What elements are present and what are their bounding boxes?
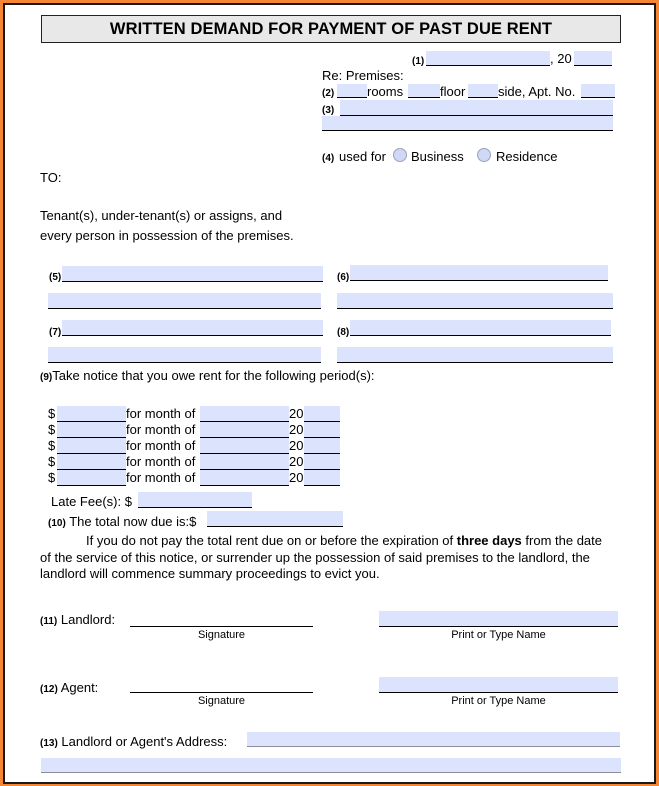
landlord-name-caption: Print or Type Name	[451, 629, 546, 641]
year-prefix: , 20	[550, 51, 572, 66]
rent-amount-field[interactable]	[57, 406, 126, 422]
address-text: Landlord or Agent's Address:	[61, 734, 228, 749]
currency-symbol: $	[48, 406, 56, 421]
month-label: for month of	[126, 470, 196, 485]
residence-radio[interactable]	[477, 148, 491, 162]
agent-signature-line[interactable]	[130, 692, 313, 693]
agent-label	[40, 680, 98, 697]
eviction-warning	[40, 533, 610, 583]
year-prefix: 20	[289, 406, 304, 421]
year-field[interactable]	[304, 422, 340, 438]
year-field[interactable]	[574, 51, 612, 66]
year-prefix: 20	[289, 454, 304, 469]
landlord-text: Landlord:	[60, 612, 116, 627]
month-field[interactable]	[200, 422, 289, 438]
re-premises-label: Re: Premises:	[322, 68, 404, 83]
rent-notice-text: Take notice that you owe rent for the following period(s):	[52, 368, 375, 383]
total-due-label: The total now due is:$	[69, 514, 197, 529]
tenant-field-5-line2[interactable]	[48, 293, 321, 309]
year-field[interactable]	[304, 470, 340, 486]
month-label: for month of	[126, 406, 196, 421]
date-field[interactable]	[426, 51, 550, 66]
landlord-signature-line[interactable]	[130, 626, 313, 627]
month-label: for month of	[126, 438, 196, 453]
field-number-3: (3)	[322, 105, 335, 116]
late-fee-label: Late Fee(s): $	[51, 494, 132, 509]
month-label: for month of	[126, 422, 196, 437]
rent-amount-field[interactable]	[57, 470, 126, 486]
tenant-field-5-line1[interactable]	[62, 266, 323, 282]
rooms-label: rooms	[367, 84, 404, 99]
premises-address-line2[interactable]	[322, 116, 613, 131]
landlord-signature-caption: Signature	[197, 629, 246, 641]
field-number-6: (6)	[337, 272, 350, 283]
total-due	[48, 514, 196, 531]
tenant-field-7-line1[interactable]	[62, 320, 323, 336]
field-number-1: (1)	[412, 56, 425, 67]
late-fee-field[interactable]	[138, 492, 252, 508]
agent-name-caption: Print or Type Name	[451, 695, 546, 707]
currency-symbol: $	[48, 438, 56, 453]
rent-amount-field[interactable]	[57, 454, 126, 470]
month-label: for month of	[126, 454, 196, 469]
side-field[interactable]	[468, 84, 498, 98]
tenant-field-8-line2[interactable]	[337, 347, 613, 363]
currency-symbol: $	[48, 454, 56, 469]
rent-amount-field[interactable]	[57, 438, 126, 454]
month-field[interactable]	[200, 454, 289, 470]
address-label	[40, 734, 227, 751]
field-number-9: (9)	[40, 372, 53, 383]
side-apt-label: side, Apt. No.	[498, 84, 576, 99]
year-prefix: 20	[289, 438, 304, 453]
floor-label: floor	[440, 84, 466, 99]
business-radio[interactable]	[393, 148, 407, 162]
field-number-12: (12)	[40, 684, 58, 695]
tenant-field-8-line1[interactable]	[350, 320, 611, 336]
month-field[interactable]	[200, 406, 289, 422]
field-number-2: (2)	[322, 88, 335, 99]
address-field-line2[interactable]	[41, 758, 621, 773]
tenant-field-6-line2[interactable]	[337, 293, 613, 309]
field-number-7: (7)	[49, 327, 62, 338]
currency-symbol: $	[48, 470, 56, 485]
agent-signature-caption: Signature	[197, 695, 246, 707]
premises-address-line1[interactable]	[340, 100, 613, 116]
year-field[interactable]	[304, 454, 340, 470]
warning-text-1: If you do not pay the total rent due on or before the expiration of	[86, 533, 457, 548]
total-due-field[interactable]	[207, 511, 343, 527]
field-number-10: (10)	[48, 518, 66, 529]
field-number-8: (8)	[337, 327, 350, 338]
form-title: WRITTEN DEMAND FOR PAYMENT OF PAST DUE RENT	[41, 15, 621, 43]
rent-notice	[40, 368, 375, 385]
tenant-field-7-line2[interactable]	[48, 347, 321, 363]
landlord-label	[40, 612, 115, 629]
month-field[interactable]	[200, 438, 289, 454]
year-prefix: 20	[289, 422, 304, 437]
month-field[interactable]	[200, 470, 289, 486]
agent-text: Agent:	[60, 680, 99, 695]
year-field[interactable]	[304, 438, 340, 454]
currency-symbol: $	[48, 422, 56, 437]
apt-number-field[interactable]	[581, 84, 615, 98]
residence-label: Residence	[496, 149, 558, 164]
used-for-label: used for	[339, 149, 386, 164]
warning-bold: three days	[456, 533, 522, 548]
landlord-name-field[interactable]	[379, 611, 618, 627]
addressee-line1: Tenant(s), under-tenant(s) or assigns, and	[40, 208, 283, 223]
agent-name-field[interactable]	[379, 677, 618, 693]
field-number-13: (13)	[40, 738, 58, 749]
warning-text-2: from the date of the service of this notice, or surrender up the possession of said premises to the landlord, the landlord will commence summary proceedings to evict you.	[40, 533, 603, 581]
field-number-5: (5)	[49, 272, 62, 283]
field-number-11: (11)	[40, 616, 58, 627]
rent-amount-field[interactable]	[57, 422, 126, 438]
field-number-4: (4)	[322, 153, 335, 164]
business-label: Business	[411, 149, 464, 164]
tenant-field-6-line1[interactable]	[350, 265, 608, 281]
year-field[interactable]	[304, 406, 340, 422]
floor-field[interactable]	[408, 84, 440, 98]
address-field-line1[interactable]	[247, 732, 620, 747]
addressee-line2: every person in possession of the premises.	[40, 228, 294, 243]
year-prefix: 20	[289, 470, 304, 485]
rooms-field[interactable]	[337, 84, 367, 98]
to-label: TO:	[40, 170, 62, 185]
